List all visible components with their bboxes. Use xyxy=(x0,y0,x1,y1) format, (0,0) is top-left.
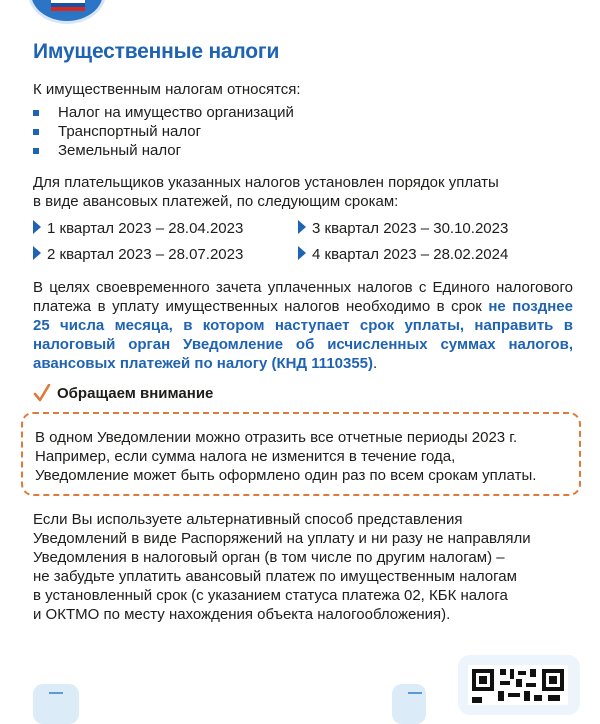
order-line: Для плательщиков указанных налогов установлен порядок уплаты xyxy=(33,174,499,191)
check-icon xyxy=(33,384,51,402)
note-line: В одном Уведомлении можно отразить все отчетные периоды 2023 г. xyxy=(35,429,518,446)
calendar-icon xyxy=(392,684,426,724)
flag-icon xyxy=(51,0,85,11)
note-line: Например, если сумма налога не изменится в течение года, xyxy=(35,448,456,465)
triangle-right-icon xyxy=(298,220,306,234)
list-item: Налог на имущество организаций xyxy=(33,103,294,122)
alt-line: Уведомления в налоговый орган (в том числе по другим налогам) – xyxy=(33,549,505,566)
page-title: Имущественные налоги xyxy=(33,40,280,63)
alternative-method-text xyxy=(33,510,573,624)
fns-logo xyxy=(28,0,106,24)
period-text: 4 квартал 2023 – 28.02.2024 xyxy=(312,246,509,263)
list-item: Земельный налог xyxy=(33,141,294,160)
alt-line: в установленный срок (с указанием статуса платежа 02, КБК налога xyxy=(33,587,508,604)
order-line: в виде авансовых платежей, по следующим срокам: xyxy=(33,193,399,210)
deadline-highlight: не позднее 25 числа месяца, в котором наступает срок уплаты, направить в налоговый орган Уведомление об исчисленных суммах налогов, авансовых платежей по налогу (КНД 1110355) xyxy=(33,298,573,372)
period-item xyxy=(298,245,508,264)
period-text: 1 квартал 2023 – 28.04.2023 xyxy=(47,220,244,237)
attention-heading xyxy=(33,384,213,402)
note-line: Уведомление может быть оформлено один раз по всем срокам уплаты. xyxy=(35,467,537,484)
alt-line: Если Вы используете альтернативный способ представления xyxy=(33,511,463,528)
alt-line: и ОКТМО по месту нахождения объекта налогообложения). xyxy=(33,606,451,623)
payment-order-text xyxy=(33,173,573,211)
deadline-text xyxy=(33,278,573,373)
deadline-end: . xyxy=(373,355,378,372)
calendar-icon xyxy=(33,684,79,724)
triangle-right-icon xyxy=(298,246,306,260)
qr-code xyxy=(468,665,568,705)
triangle-right-icon xyxy=(33,246,41,260)
period-text: 3 квартал 2023 – 30.10.2023 xyxy=(312,220,509,237)
intro-text: К имущественным налогам относятся: xyxy=(33,81,301,98)
alt-line: Уведомлений в виде Распоряжений на уплату и ни разу не направляли xyxy=(33,530,531,547)
period-item xyxy=(33,219,243,238)
triangle-right-icon xyxy=(33,220,41,234)
period-item xyxy=(298,219,508,238)
attention-note-box xyxy=(21,412,581,496)
period-item xyxy=(33,245,243,264)
tax-list xyxy=(33,103,294,160)
deadline-part: В целях своевременного зачета уплаченных налогов с Единого налогового платежа в уплату имущественных налогов необходимо в срок xyxy=(33,279,573,315)
list-item: Транспортный налог xyxy=(33,122,294,141)
period-text: 2 квартал 2023 – 28.07.2023 xyxy=(47,246,244,263)
attention-title: Обращаем внимание xyxy=(57,384,214,402)
alt-line: не забудьте уплатить авансовый платеж по имущественным налогам xyxy=(33,568,517,585)
